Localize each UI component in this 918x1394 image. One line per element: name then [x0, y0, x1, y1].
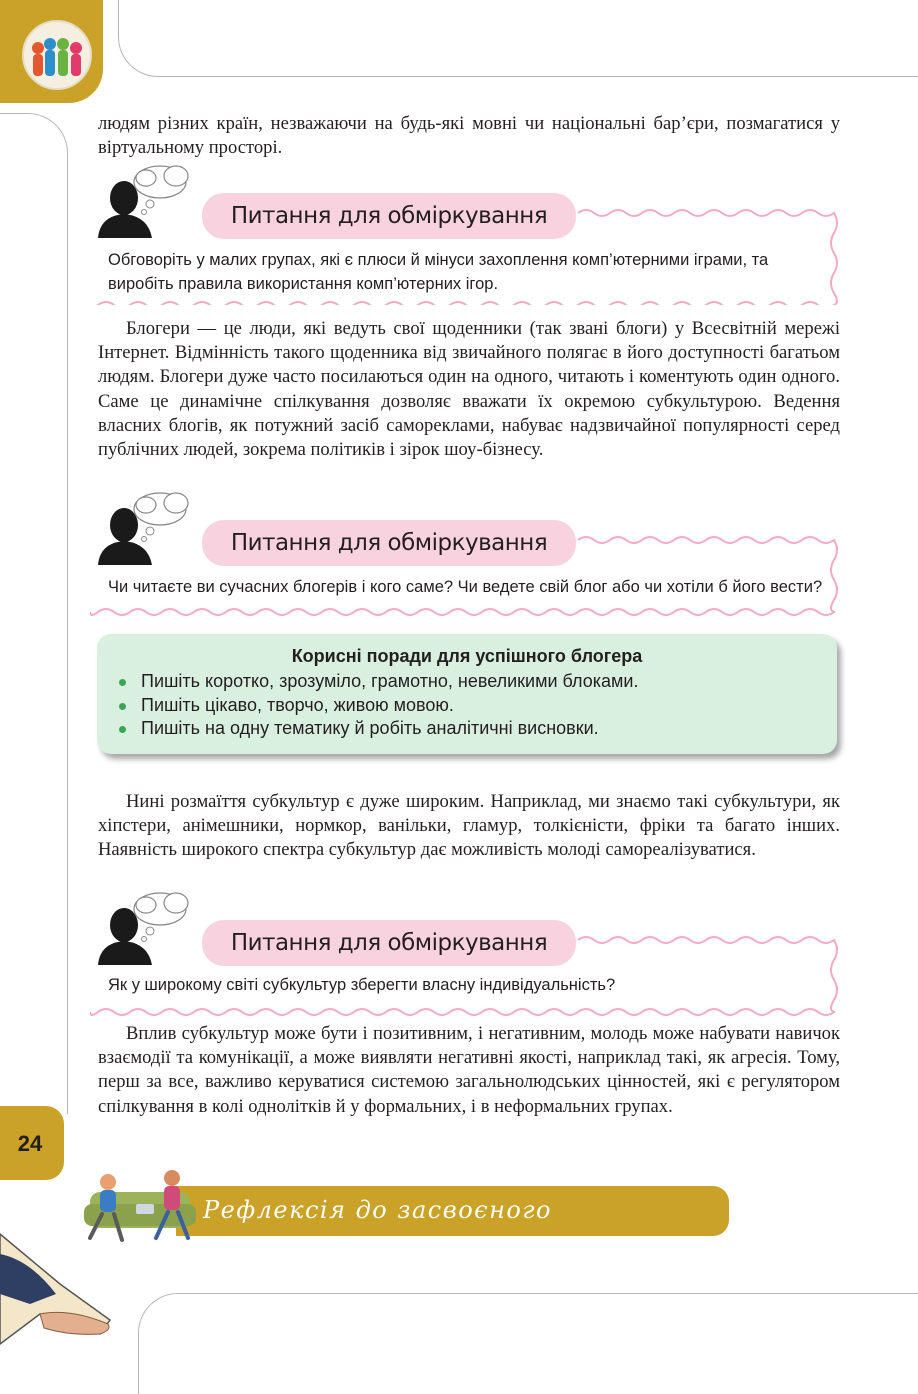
reflection-title: Рефлексія до засвоєного [203, 1196, 552, 1224]
list-item: Пишіть цікаво, творчо, живою мовою. [117, 694, 638, 718]
tips-box [97, 634, 837, 754]
think-box [90, 160, 850, 305]
list-item: Пишіть на одну тематику й робіть аналітичні висновки. [117, 717, 638, 741]
paragraph-intro: людям різних країн, незважаючи на будь-які мовні чи національні бар’єри, позмагатися у віртуальному просторі. [98, 113, 840, 159]
think-box-title: Питання для обміркування [202, 920, 576, 966]
think-box-title: Питання для обміркування [202, 520, 576, 566]
tips-list [117, 670, 638, 741]
think-box [90, 887, 850, 1017]
writing-hand-icon [0, 1224, 120, 1360]
paragraph-influence: Вплив субкультур може бути і позитивним, і негативним, молодь може набувати навичок взаємодії та комунікації, а може виявляти негативні якості, наприклад такі, як агресія. Тому, перш за все, важливо керуватися системою загальнолюдських цінностей, які є регулятором спілкування в колі однолітків й у формальних, і в неформальних групах. [98, 1023, 840, 1117]
think-box [90, 487, 850, 617]
tips-title: Корисні поради для успішного блогера [291, 646, 643, 666]
think-box-question: Обговоріть у малих групах, які є плюси й мінуси захоплення комп’ютерними іграми, та виробіть правила використання комп’ютерних ігор. [108, 251, 769, 293]
list-item: Пишіть коротко, зрозуміло, грамотно, невеликими блоками. [117, 670, 638, 694]
page-frame-left [0, 113, 68, 1114]
family-logo-icon [22, 20, 92, 90]
think-box-question: Чи читаєте ви сучасних блогерів і кого саме? Чи ведете свій блог або чи хотіли б його вести? [108, 578, 823, 596]
page-frame-bottom [138, 1293, 918, 1394]
paragraph-subcultures: Нині розмаїття субкультур є дуже широким. Наприклад, ми знаємо такі субкультури, як хіпстери, анімешники, нормкор, ванільки, гламур, толкієністи, фріки та багато інших. Наявність широкого спектра субкультур дає можливість молоді самореалізуватися. [98, 791, 840, 861]
think-box-question: Як у широкому світі субкультур зберегти власну індивідуальність? [108, 976, 616, 994]
page-frame-top [118, 0, 918, 77]
bullet-icon [119, 703, 126, 710]
bullet-icon [119, 726, 126, 733]
bullet-icon [119, 679, 126, 686]
page-number: 24 [17, 1131, 43, 1156]
paragraph-bloggers: Блогери — це люди, які ведуть свої щоденники (так звані блоги) у Всесвітній мережі Інтернет. Відмінність такого щоденника від звичайного полягає в його доступності багатьом людям. Блогери дуже часто посилаються один на одного, читають і коментують один одного. Саме це динамічне спілкування дозволяє вважати їх окремою субкультурою. Ведення власних блогів, як потужний засіб самореклами, набуває надзвичайної популярності серед публічних людей, зокрема політиків і зірок шоу-бізнесу. [98, 318, 840, 461]
think-box-title: Питання для обміркування [202, 193, 576, 239]
